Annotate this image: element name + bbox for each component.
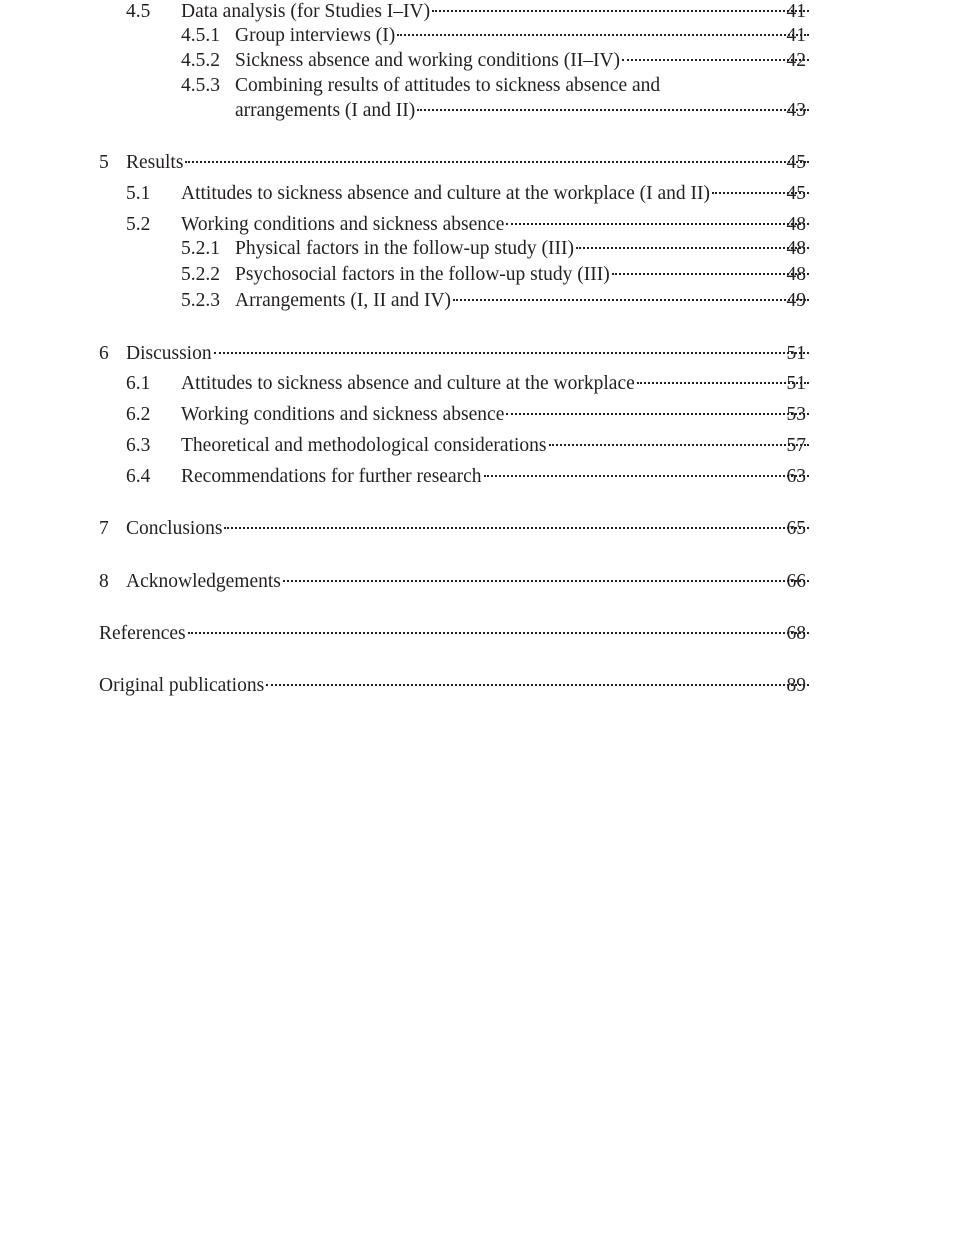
dot-leader	[622, 59, 809, 61]
toc-entry: 5.2.1 Physical factors in the follow-up study (III) 48	[0, 236, 960, 262]
toc-entry-number: 6.2	[126, 404, 151, 425]
dot-leader	[417, 109, 809, 111]
toc-entry-title[interactable]: Attitudes to sickness absence and culture at the workplace (I and II)	[181, 183, 711, 204]
toc-entry-title[interactable]: Theoretical and methodological considerations	[181, 435, 547, 456]
toc-entry-continuation: arrangements (I and II) 43	[0, 98, 960, 124]
dot-leader	[484, 475, 810, 477]
toc-entry: 6.1 Attitudes to sickness absence and culture at the workplace 51	[0, 371, 960, 397]
toc-entry-title[interactable]: Combining results of attitudes to sickness absence and	[235, 75, 661, 96]
toc-entry: 4.5.1 Group interviews (I) 41	[0, 23, 960, 49]
dot-leader	[549, 444, 809, 446]
toc-entry-title[interactable]: Physical factors in the follow-up study (III)	[235, 238, 575, 259]
dot-leader	[214, 352, 809, 354]
toc-entry-title[interactable]: Psychosocial factors in the follow-up study (III)	[235, 264, 610, 285]
dot-leader	[188, 632, 809, 634]
toc-entry-title[interactable]: Conclusions	[126, 518, 223, 539]
toc-entry-title[interactable]: Data analysis (for Studies I–IV)	[181, 1, 431, 22]
toc-entry-number: 6	[99, 343, 109, 364]
toc-entry-title[interactable]: Working conditions and sickness absence	[181, 214, 505, 235]
toc-entry: 5.2.2 Psychosocial factors in the follow-up study (III) 48	[0, 262, 960, 288]
toc-entry-title[interactable]: Sickness absence and working conditions (II–IV)	[235, 50, 621, 71]
toc-chapter: 8 Acknowledgements 66	[0, 569, 960, 595]
toc-chapter: 6 Discussion 51	[0, 341, 960, 367]
toc-entry-title[interactable]: Discussion	[126, 343, 212, 364]
toc-entry: 6.3 Theoretical and methodological considerations 57	[0, 433, 960, 459]
toc-entry-title[interactable]: Arrangements (I, II and IV)	[235, 290, 452, 311]
dot-leader	[612, 273, 809, 275]
toc-entry-number: 4.5.3	[181, 75, 220, 96]
toc-entry-title[interactable]: Results	[126, 152, 184, 173]
toc-entry: 6.4 Recommendations for further research 63	[0, 464, 960, 490]
toc-entry-number: 5.2.2	[181, 264, 220, 285]
dot-leader	[637, 382, 809, 384]
toc-entry: 4.5.2 Sickness absence and working conditions (II–IV) 42	[0, 48, 960, 74]
toc-entry-number: 4.5.2	[181, 50, 220, 71]
dot-leader	[506, 223, 809, 225]
dot-leader	[432, 10, 809, 12]
toc-entry-title[interactable]: Recommendations for further research	[181, 466, 482, 487]
toc-entry-title[interactable]: Attitudes to sickness absence and culture at the workplace	[181, 373, 635, 394]
toc-entry-number: 5.1	[126, 183, 151, 204]
toc-entry-number: 7	[99, 518, 109, 539]
toc-entry-number: 6.3	[126, 435, 151, 456]
toc-entry	[0, 73, 960, 99]
toc-entry: 5.1 Attitudes to sickness absence and culture at the workplace (I and II) 45	[0, 181, 960, 207]
toc-entry-number: 6.4	[126, 466, 151, 487]
toc-entry-number: 4.5	[126, 1, 151, 22]
toc-entry-title[interactable]: Acknowledgements	[126, 571, 281, 592]
toc-entry-number: 5.2	[126, 214, 151, 235]
dot-leader	[397, 34, 809, 36]
dot-leader	[266, 684, 809, 686]
dot-leader	[506, 413, 809, 415]
toc-entry: 5.2.3 Arrangements (I, II and IV) 49	[0, 288, 960, 314]
dot-leader	[185, 161, 809, 163]
toc-entry: 5.2 Working conditions and sickness absence 48	[0, 212, 960, 238]
toc-entry-number: 5.2.1	[181, 238, 220, 259]
toc-entry-number: 5.2.3	[181, 290, 220, 311]
toc-entry-number: 4.5.1	[181, 25, 220, 46]
toc-chapter: References 68	[0, 621, 960, 647]
toc-entry-title[interactable]: arrangements (I and II)	[235, 100, 416, 121]
toc-chapter: 7 Conclusions 65	[0, 516, 960, 542]
toc-entry-title[interactable]: Working conditions and sickness absence	[181, 404, 505, 425]
toc-entry-title[interactable]: Original publications	[99, 675, 265, 696]
toc-entry-number: 6.1	[126, 373, 151, 394]
toc-entry: 4.5 Data analysis (for Studies I–IV) 41	[0, 0, 960, 25]
dot-leader	[576, 247, 809, 249]
toc-entry-number: 5	[99, 152, 109, 173]
toc-entry-title[interactable]: References	[99, 623, 186, 644]
dot-leader	[224, 527, 809, 529]
toc-chapter: 5 Results 45	[0, 150, 960, 176]
dot-leader	[283, 580, 809, 582]
dot-leader	[453, 299, 809, 301]
toc-entry: 6.2 Working conditions and sickness absence 53	[0, 402, 960, 428]
toc-entry-number: 8	[99, 571, 109, 592]
toc-chapter: Original publications 89	[0, 673, 960, 699]
toc-entry-title[interactable]: Group interviews (I)	[235, 25, 396, 46]
